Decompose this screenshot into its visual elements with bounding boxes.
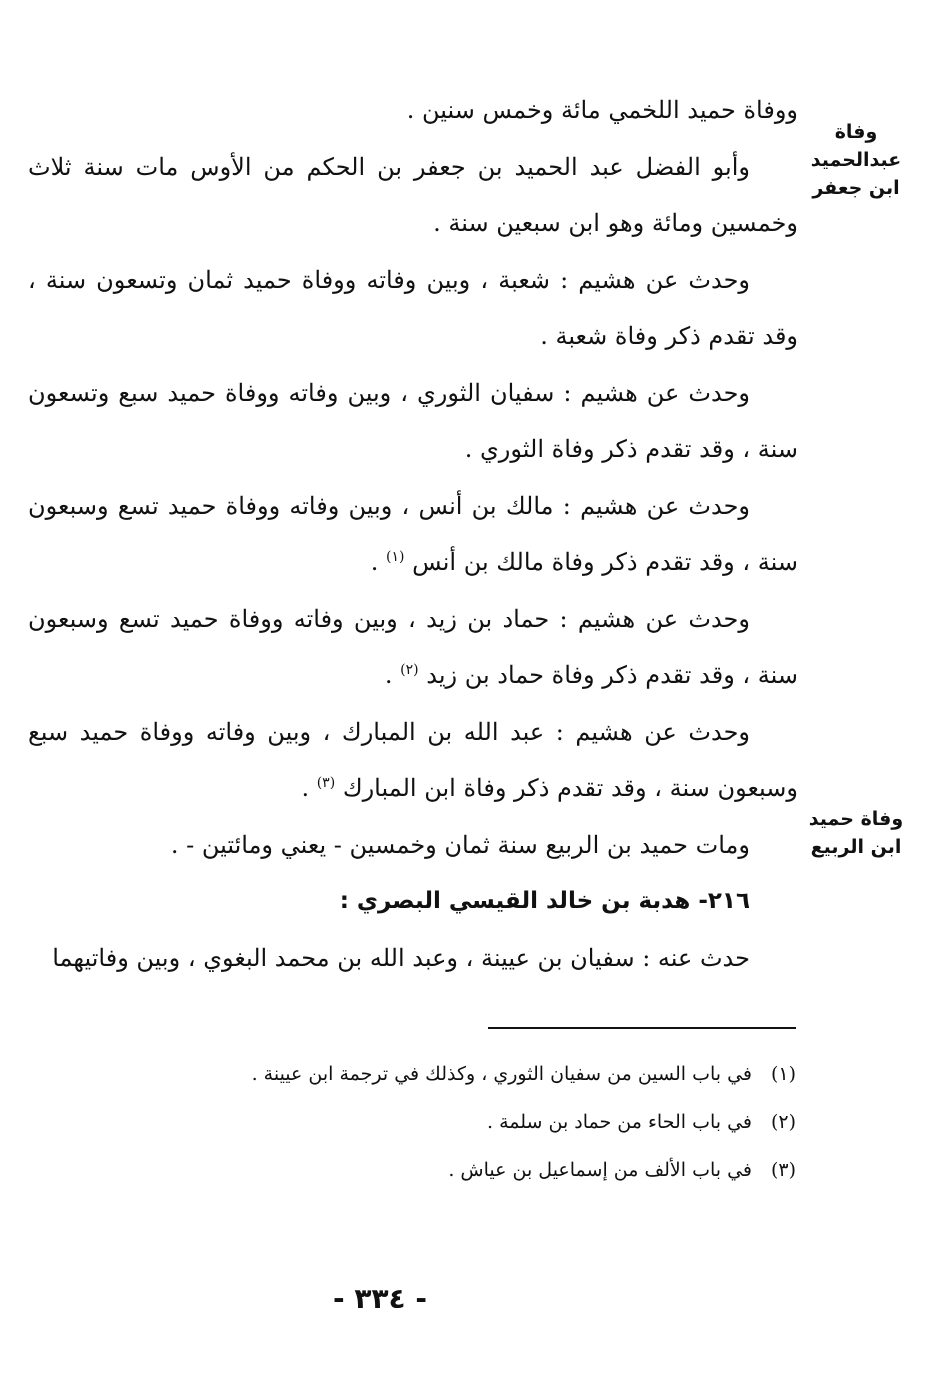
paragraph: ومات حميد بن الربيع سنة ثمان وخمسين - يعني ومائتين - . xyxy=(170,830,750,859)
paragraph-text: وحدث عن هشيم : عبد الله بن المبارك ، وبين وفاته ووفاة حميد سبع وسبعون سنة ، وقد تقدم ذكر وفاة ابن المبارك xyxy=(28,717,798,802)
paragraph: ووفاة حميد اللخمي مائة وخمس سنين . xyxy=(406,96,798,124)
footnotes xyxy=(156,1050,796,1194)
footnote-number: (٢) xyxy=(770,1111,796,1133)
footnote xyxy=(156,1050,796,1098)
entry-heading: ٢١٦- هدبة بن خالد القيسي البصري : xyxy=(339,888,750,914)
paragraph: وأبو الفضل عبد الحميد بن جعفر بن الحكم من الأوس مات سنة ثلاث وخمسين ومائة وهو ابن سبعين سنة . xyxy=(28,152,798,237)
footnote xyxy=(156,1098,796,1146)
main-text xyxy=(28,82,798,986)
paragraph: وحدث عن هشيم : مالك بن أنس ، وبين وفاته ووفاة حميد تسع وسبعون سنة ، وقد تقدم ذكر وفاة مالك بن أنس $^{(١)}$ . xyxy=(28,491,798,576)
margin-note-line: وفاة حميد xyxy=(808,808,904,830)
footnote-number: (٣) xyxy=(770,1159,796,1181)
footnote-text: في باب الألف من إسماعيل بن عياش . xyxy=(448,1159,752,1181)
margin-note-death-abdulhamid xyxy=(801,118,911,202)
paragraph: وحدث عن هشيم : عبد الله بن المبارك ، وبين وفاته ووفاة حميد سبع وسبعون سنة ، وقد تقدم ذكر وفاة ابن المبارك $^{(٣)}$ . xyxy=(28,717,798,802)
footnote-ref: (٢) xyxy=(400,662,419,678)
margin-note-line: عبدالحميد xyxy=(810,149,902,171)
paragraph: وحدث عن هشيم : سفيان الثوري ، وبين وفاته ووفاة حميد سبع وتسعون سنة ، وقد تقدم ذكر وفاة الثوري . xyxy=(28,378,798,463)
margin-note-death-humaid xyxy=(801,805,911,861)
margin-note-line: ابن جعفر xyxy=(812,177,900,199)
footnote-text: في باب السين من سفيان الثوري ، وكذلك في ترجمة ابن عيينة . xyxy=(251,1063,752,1085)
paragraph-text: وحدث عن هشيم : حماد بن زيد ، وبين وفاته ووفاة حميد تسع وسبعون سنة ، وقد تقدم ذكر وفاة حماد بن زيد xyxy=(28,604,798,689)
paragraph-text: وحدث عن هشيم : مالك بن أنس ، وبين وفاته ووفاة حميد تسع وسبعون سنة ، وقد تقدم ذكر وفاة مالك بن أنس xyxy=(28,491,798,576)
margin-note-line: ابن الربيع xyxy=(810,836,902,858)
footnote-ref: (٣) xyxy=(316,775,336,791)
footnote-divider xyxy=(488,1027,796,1029)
footnote-text: في باب الحاء من حماد بن سلمة . xyxy=(486,1111,752,1133)
paragraph: وحدث عن هشيم : حماد بن زيد ، وبين وفاته ووفاة حميد تسع وسبعون سنة ، وقد تقدم ذكر وفاة حماد بن زيد $^{(٢)}$ . xyxy=(28,604,798,689)
page-number: - ٣٣٤ - xyxy=(332,1282,428,1315)
footnote-number: (١) xyxy=(770,1063,796,1085)
footnote xyxy=(156,1146,796,1194)
paragraph: حدث عنه : سفيان بن عيينة ، وعبد الله بن محمد البغوي ، وبين وفاتيهما xyxy=(52,943,750,972)
paragraph: وحدث عن هشيم : شعبة ، وبين وفاته ووفاة حميد ثمان وتسعون سنة ، وقد تقدم ذكر وفاة شعبة . xyxy=(28,265,798,350)
margin-note-line: وفاة xyxy=(834,121,878,143)
footnote-ref: (١) xyxy=(386,549,405,565)
